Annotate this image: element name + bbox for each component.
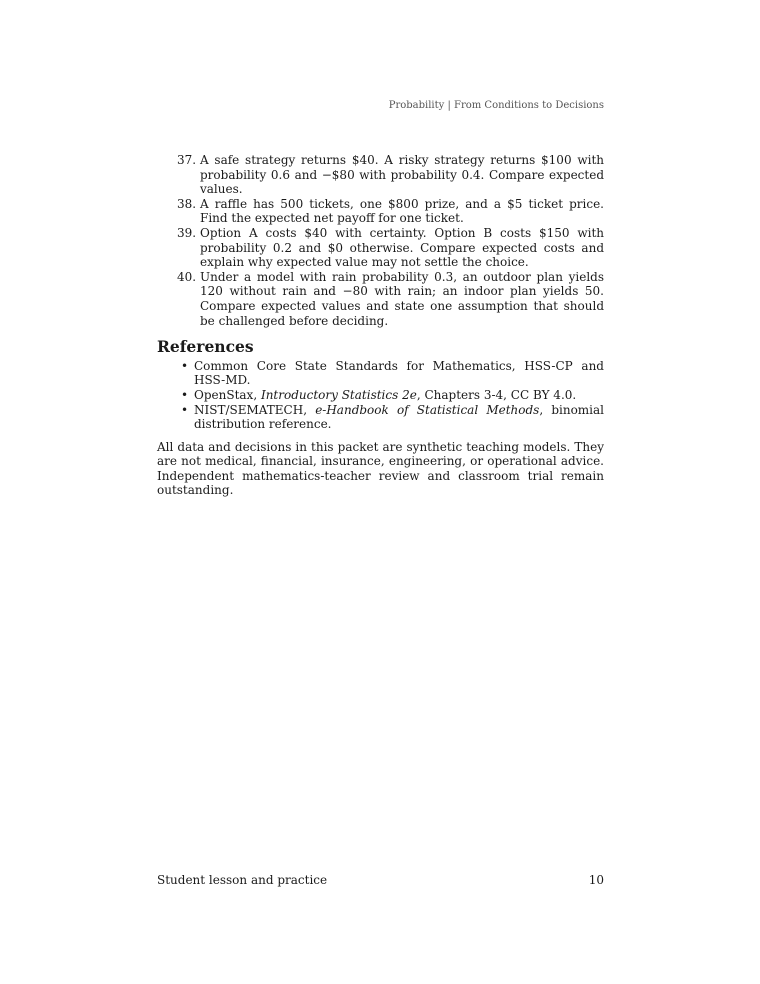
reference-item: [157, 403, 604, 432]
reference-item: [157, 359, 604, 388]
problem-number: 37.: [177, 153, 197, 167]
problem-item: [157, 270, 604, 328]
disclaimer-paragraph: All data and decisions in this packet are synthetic teaching models. They are not medical, financial, insurance, engineering, or operational advice. Independent mathematics-teacher review and classroom trial remain outstanding.: [157, 439, 604, 498]
references-list: [157, 359, 604, 432]
reference-title: Introductory Statistics 2e: [260, 387, 417, 402]
reference-text: Common Core State Standards for Mathematics, HSS-CP and HSS-MD.: [194, 358, 604, 388]
reference-suffix: , Chapters 3-4, CC BY 4.0.: [416, 387, 577, 402]
problem-list: [157, 153, 604, 328]
problem-item: [157, 226, 604, 270]
reference-suffix: , binomial distribution reference.: [194, 402, 605, 432]
page-body: [157, 153, 604, 498]
reference-item: [157, 388, 604, 403]
references-heading: References: [157, 337, 254, 357]
running-header: Probability | From Conditions to Decisions: [388, 100, 604, 111]
footer-label: Student lesson and practice: [157, 873, 328, 887]
problem-text: Option A costs $40 with certainty. Option B costs $150 with probability 0.2 and $0 otherwise. Compare expected costs and explain why expected value may not settle the choice.: [200, 225, 604, 270]
problem-text: A raffle has 500 tickets, one $800 prize, and a $5 ticket price. Find the expected net payoff for one ticket.: [200, 196, 604, 226]
problem-number: 38.: [177, 196, 197, 211]
problem-text: A safe strategy returns $40. A risky strategy returns $100 with probability 0.6 and −$80 with probability 0.4. Compare expected values.: [200, 153, 604, 197]
reference-title: e-Handbook of Statistical Methods: [315, 402, 540, 417]
problem-item: [157, 197, 604, 226]
reference-prefix: OpenStax,: [194, 387, 261, 402]
problem-text: Under a model with rain probability 0.3, an outdoor plan yields 120 without rain and −80 with rain; an indoor plan yields 50. Compare expected values and state one assumption that should be challenged before deciding.: [200, 269, 604, 328]
problem-number: 40.: [177, 269, 197, 284]
problem-item: [157, 153, 604, 197]
reference-prefix: NIST/SEMATECH,: [194, 402, 316, 417]
page-number: 10: [588, 873, 604, 887]
problem-number: 39.: [177, 225, 197, 240]
